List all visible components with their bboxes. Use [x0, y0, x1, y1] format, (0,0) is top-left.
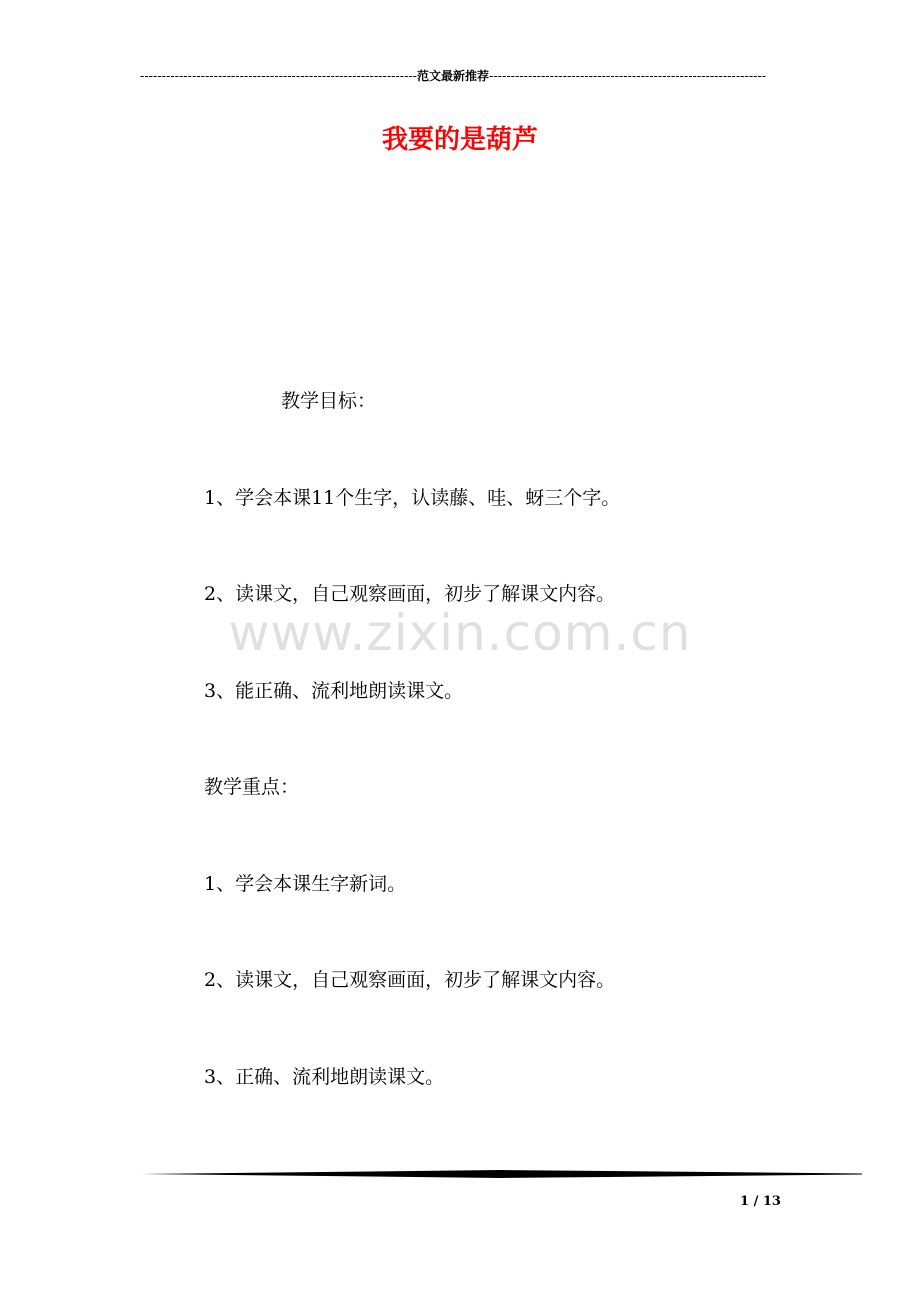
page-number: 1 / 13	[740, 1194, 781, 1209]
section-heading-key-points: 教学重点：	[204, 776, 300, 798]
header-label: 范文最新推荐	[417, 69, 490, 83]
objective-item-1: 1、学会本课11个生字，认读藤、哇、蚜三个字。	[204, 487, 621, 509]
footer-rule	[141, 1170, 862, 1178]
header-left-dashes	[140, 68, 417, 84]
watermark: www.zixin.com.cn	[228, 604, 692, 662]
objective-item-2: 2、读课文，自己观察画面，初步了解课文内容。	[204, 583, 616, 605]
key-point-item-2: 2、读课文，自己观察画面，初步了解课文内容。	[204, 969, 616, 991]
section-heading-objectives: 教学目标：	[281, 390, 377, 412]
page-header	[140, 68, 766, 84]
document-title: 我要的是葫芦	[381, 125, 538, 155]
key-point-item-3: 3、正确、流利地朗读课文。	[204, 1066, 445, 1088]
objective-item-3: 3、能正确、流利地朗读课文。	[204, 680, 464, 702]
key-point-item-1: 1、学会本课生字新词。	[204, 873, 407, 895]
header-right-dashes	[489, 68, 766, 84]
